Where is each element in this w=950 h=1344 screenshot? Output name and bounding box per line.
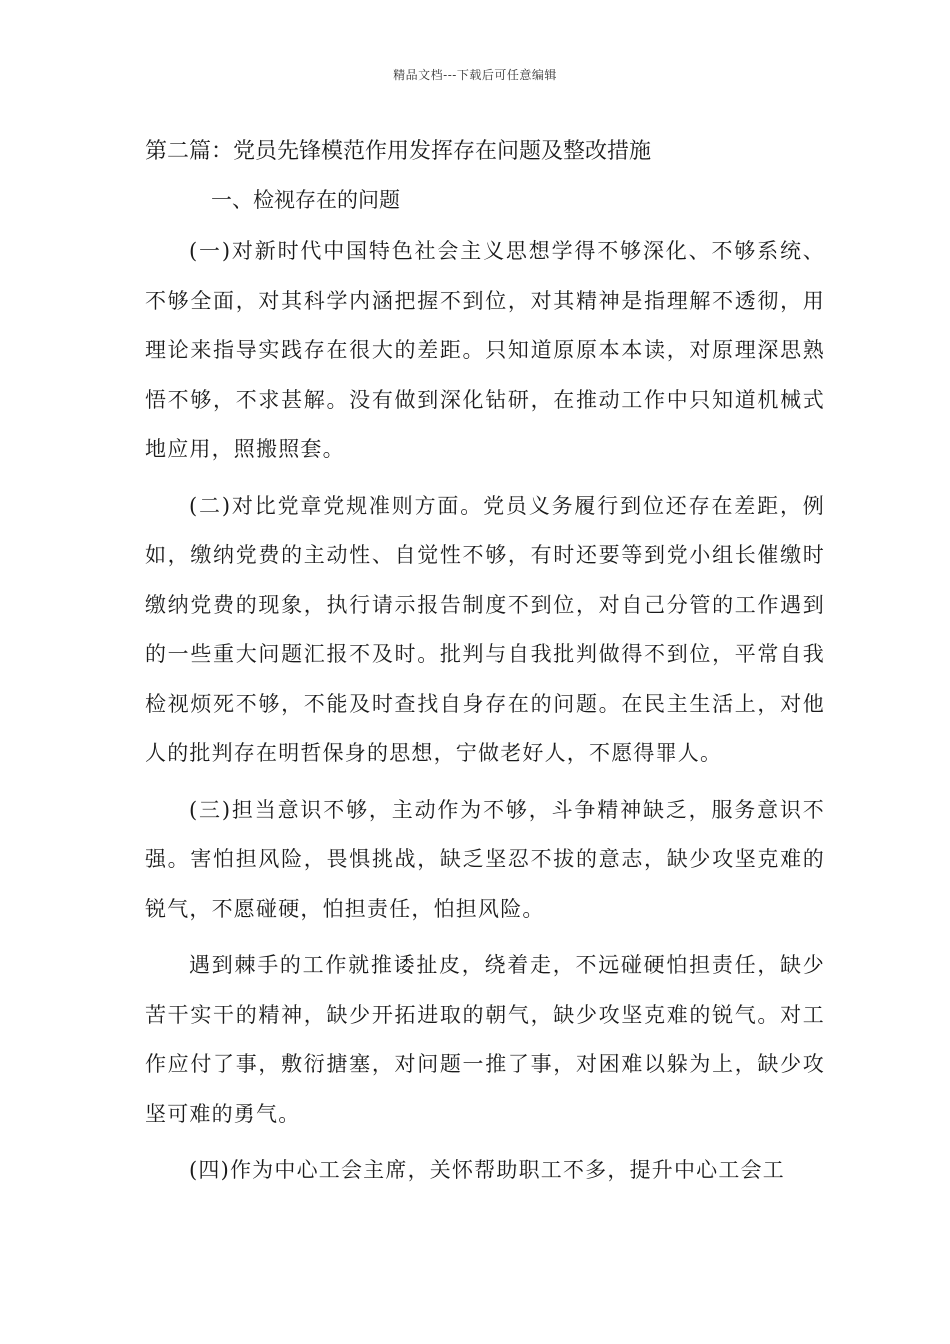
- header-note: 精品文档---下载后可任意编辑: [393, 68, 557, 82]
- paragraph-5: (四)作为中心工会主席，关怀帮助职工不多，提升中心工会工: [189, 1158, 785, 1182]
- document-title: 第二篇：党员先锋模范作用发挥存在问题及整改措施: [145, 139, 652, 164]
- section-heading: 一、检视存在的问题: [211, 188, 400, 212]
- paragraph-1: (一)对新时代中国特色社会主义思想学得不够深化、不够系统、不够全面，对其科学内涵把握不到位，对其精神是指理解不透彻，用理论来指导实践存在很大的差距。只知道原原本本读，对原理深思熟悟不够，不求甚解。没有做到深化钻研，在推动工作中只知道机械式地应用，照搬照套。: [145, 239, 825, 461]
- paragraph-3: (三)担当意识不够，主动作为不够，斗争精神缺乏，服务意识不强。害怕担风险，畏惧挑战，缺乏坚忍不拔的意志，缺少攻坚克难的锐气，不愿碰硬，怕担责任，怕担风险。: [145, 797, 825, 921]
- paragraph-4: 遇到棘手的工作就推诿扯皮，绕着走，不远碰硬怕担责任，缺少苦干实干的精神，缺少开拓进取的朝气，缺少攻坚克难的锐气。对工作应付了事，敷衍搪塞，对问题一推了事，对困难以躲为上，缺少攻坚可难的勇气。: [145, 953, 825, 1126]
- paragraph-2: (二)对比党章党规准则方面。党员义务履行到位还存在差距，例如，缴纳党费的主动性、自觉性不够，有时还要等到党小组长催缴时缴纳党费的现象，执行请示报告制度不到位，对自己分管的工作遇到的一些重大问题汇报不及时。批判与自我批判做得不到位，平常自我检视烦死不够，不能及时查找自身存在的问题。在民主生活上，对他人的批判存在明哲保身的思想，宁做老好人，不愿得罪人。: [145, 493, 825, 765]
- document-body: [145, 132, 825, 1196]
